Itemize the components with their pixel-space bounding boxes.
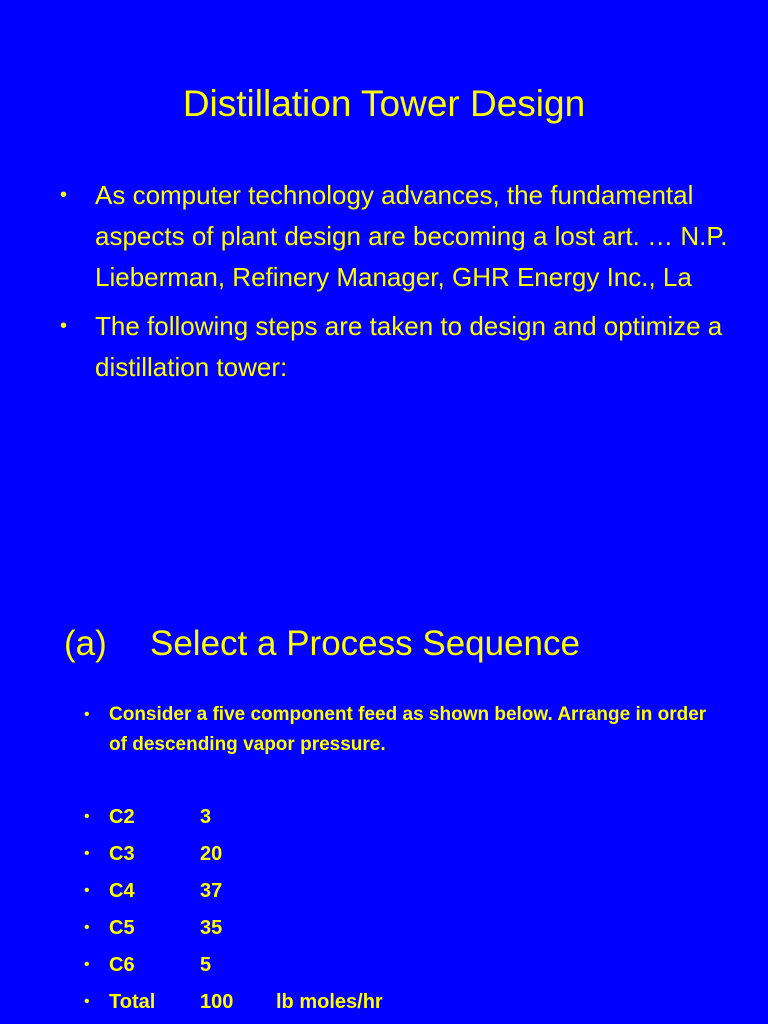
slide-2-title-text: Select a Process Sequence (150, 624, 580, 663)
component-name: C2 (109, 806, 135, 828)
component-unit: lb moles/hr (276, 991, 383, 1013)
slide-1-bullet-item (60, 306, 740, 388)
component-value: 5 (200, 954, 212, 976)
component-value: 100 (200, 991, 234, 1013)
slide-2-intro-item (84, 700, 724, 760)
bullet-icon: • (84, 808, 90, 825)
bullet-icon: • (84, 956, 90, 973)
slide-1-bullet-text: The following steps are taken to design and optimize a distillation tower: (95, 311, 723, 382)
slide-1-bullet-item (60, 175, 740, 298)
slide-2-title-label: (a) (64, 624, 107, 663)
component-name: Total (109, 991, 156, 1013)
component-name: C5 (109, 917, 135, 939)
slide-1-title: Distillation Tower Design (182, 83, 586, 124)
component-value: 3 (200, 806, 212, 828)
bullet-icon: • (84, 919, 90, 936)
slide-2-intro-text: Consider a five component feed as shown below. Arrange in order of descending vapor pressure. (109, 704, 707, 755)
slide-1-bullet-list (60, 175, 740, 396)
slide-1-bullet-text: As computer technology advances, the fundamental aspects of plant design are becoming a lost art. … N.P. Lieberman, Refinery Manager, GHR Energy Inc., La (95, 180, 728, 292)
component-value: 20 (200, 843, 223, 865)
component-name: C4 (109, 880, 135, 902)
component-name: C6 (109, 954, 135, 976)
bullet-icon: • (60, 315, 68, 337)
slide-2-title (64, 620, 580, 668)
slide-2 (0, 512, 768, 1024)
component-name: C3 (109, 843, 135, 865)
bullet-icon: • (84, 706, 90, 723)
bullet-icon: • (84, 993, 90, 1010)
component-value: 35 (200, 917, 223, 939)
component-value: 37 (200, 880, 223, 902)
bullet-icon: • (60, 184, 68, 206)
bullet-icon: • (84, 882, 90, 899)
bullet-icon: • (84, 845, 90, 862)
